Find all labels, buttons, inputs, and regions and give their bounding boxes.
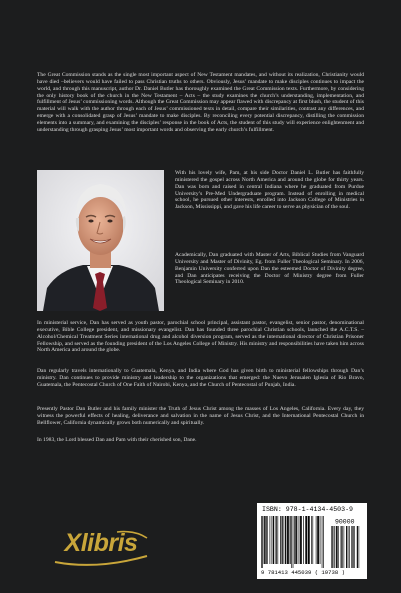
addon-bar (332, 526, 333, 568)
addon-bar (357, 526, 358, 568)
addon-bar (347, 526, 348, 568)
addon-bar (341, 526, 342, 568)
addon-bar (346, 526, 347, 568)
addon-bar (338, 526, 339, 568)
barcode-bar (320, 516, 321, 564)
barcode-bar (317, 516, 318, 564)
barcode-bar (270, 516, 271, 564)
publisher-logo-text: Xlibris (64, 529, 138, 557)
barcode-bar (265, 516, 266, 564)
barcode-bar (295, 516, 296, 564)
barcode-bar (293, 516, 294, 568)
addon-bar (336, 526, 337, 568)
addon-bar (344, 526, 345, 568)
barcode-bar (296, 516, 297, 564)
isbn-label: ISBN: 978-1-4134-4503-9 (262, 506, 354, 513)
addon-bar (357, 526, 358, 568)
barcode-bar (266, 516, 267, 564)
barcode-bar (306, 516, 307, 564)
barcode-bar (309, 516, 310, 564)
author-education-paragraph: Academically, Dan graduated with Master of Arts, Biblical Studies from Vanguard University and Master of Divinity, Eg. from Fuller Theological Seminary. In 2006, Benjamin University conferred upon Dan the esteemed Doctor of Divinity degree, and Dan anticipates receiving the Doctor of Ministry degree from Fuller Theological Seminary in 2010. (175, 252, 364, 286)
book-description: The Great Commission stands as the single most important aspect of New Testament mandates, and without its realization, Christianity would have died –believers would have failed to pass Christian truths to others. Obviously, Jesus’ mandate to make disciples continues to impact the world, and through this manuscript, author Dr. Daniel Butler has thoroughly examined the Great Commission texts. Furthermore, by considering the only history book of the church in the New Testament – Acts – the study examines the church’s understanding, implementation, and fulfillment of Jesus’ commissioning words. Although the Great Commission may appear flawed with discrepancy at first blush, the student of this material will walk with the author through each of Jesus’ commissioned texts in detail, compare their similarities, contrast any differences, and emerge with a consolidated grasp of Jesus’ mandate to make disciples. By reconciling every potential discrepancy, distilling the commission elements into a summary, and examining the disciples’ response in the book of Acts, the student of this study will experience enlightenment and understanding through grasping Jesus’ most important words and observing the early church’s fulfillment. (37, 72, 364, 133)
barcode-bar (312, 516, 313, 564)
addon-bar (336, 526, 337, 568)
barcode-bar (278, 516, 279, 564)
addon-bar (354, 526, 355, 568)
barcode-bar (308, 516, 309, 564)
barcode-bar (273, 516, 274, 564)
barcode-bar (309, 516, 310, 564)
isbn-barcode (257, 503, 367, 579)
barcode-bar (267, 516, 268, 564)
barcode-bar (299, 516, 300, 564)
barcode-bar (276, 516, 277, 564)
barcode-bar (318, 516, 319, 564)
barcode-bar (301, 516, 302, 564)
barcode-bar (261, 516, 262, 568)
addon-bar (349, 526, 350, 568)
barcode-bar (297, 516, 298, 564)
barcode-bar (274, 516, 275, 564)
addon-bar (342, 526, 343, 568)
barcode-bar (289, 516, 290, 564)
barcode-bar (264, 516, 265, 564)
publisher-logo (47, 528, 155, 568)
barcode-bar (281, 516, 282, 564)
barcode-bar (303, 516, 304, 564)
barcode-bar (323, 516, 324, 568)
barcode-bar (280, 516, 281, 564)
barcode-bar (301, 516, 302, 564)
addon-bar (359, 526, 360, 568)
present-ministry-paragraph: Presently Pastor Dan Butler and his family minister the Truth of Jesus Christ among the masses of Los Angeles, California. Every day, they witness the powerful effects of healing, deliverance and salvation in the name of Jesus Christ, and the International Pentecostal Church in Bellflower, California dynamically grows both numerically and spiritually. (37, 406, 364, 426)
travel-paragraph: Dan regularly travels internationally to Guatemala, Kenya, and India where God has given birth to ministerial fellowships through Dan’s ministry. Dan continues to provide ministry and leadership to the organizations that emerged: the Nuevo Jerusalen Iglesia of Rio Bravo, Guatemala, the Pentecostal Church of One Faith of Nairobi, Kenya, and the Church of Pentecostal of Punjab, India. (37, 368, 364, 388)
barcode-bars (259, 516, 365, 568)
barcode-bar (322, 516, 323, 568)
barcode-bar (276, 516, 277, 564)
barcode-bar (300, 516, 301, 564)
barcode-bar (287, 516, 288, 564)
addon-bar (341, 526, 342, 568)
barcode-bar (262, 516, 263, 568)
addon-bar (352, 526, 353, 568)
barcode-bar (305, 516, 306, 564)
barcode-bar (290, 516, 291, 564)
addon-bar (331, 526, 332, 568)
ministry-paragraph: In ministerial service, Dan has served as youth pastor, parochial school principal, assistant pastor, evangelist, senior pastor, denominational executive, Bible College president, and missionary evangelist. Dan has founded three parochial Christian schools, launched the A.C.T.S. – Alcohol/Chemical Treatment Series international drug and alcohol diversion program, served as the international director of Christian Prisoner Fellowship, and served as the founding president of the Los Angeles College of Ministry. His ministry and responsibilities have taken him across North America and around the globe. (37, 320, 364, 354)
barcode-bar (285, 516, 286, 564)
addon-bar (348, 526, 349, 568)
barcode-bar (291, 516, 292, 568)
barcode-bar (294, 516, 295, 564)
addon-bar (337, 526, 338, 568)
barcode-bar (311, 516, 312, 564)
barcode-bar (307, 516, 308, 564)
barcode-bar (264, 516, 265, 564)
barcode-bar (288, 516, 289, 564)
addon-bar (334, 526, 335, 568)
addon-bar (333, 526, 334, 568)
barcode-digits: 9 781413 445039 ( 19738 ) (261, 569, 345, 576)
barcode-bar (283, 516, 284, 564)
price-code: 90000 (335, 518, 355, 526)
author-bio-paragraph: With his lovely wife, Pam, at his side Doctor Daniel L. Butler has faithfully ministered the gospel across North America and around the globe for thirty years. Dan was born and raised in central Indiana where he graduated from Purdue University’s Pre-Med Undergraduate program. Instead of enrolling in medical school, he pursued other interests, enrolled into Jackson College of Ministries in Jackson, Mississippi, and gave his life career to serve as physician of the soul. (175, 170, 364, 211)
barcode-bar (318, 516, 319, 564)
barcode-bar (287, 516, 288, 564)
author-photo (37, 170, 164, 311)
barcode-bar (316, 516, 317, 564)
barcode-bar (282, 516, 283, 564)
barcode-bar (285, 516, 286, 564)
family-paragraph: In 1983, the Lord blessed Dan and Pam with their cherished son, Dane. (37, 437, 197, 443)
addon-bar (353, 526, 354, 568)
barcode-bar (272, 516, 273, 564)
addon-bar (351, 526, 352, 568)
